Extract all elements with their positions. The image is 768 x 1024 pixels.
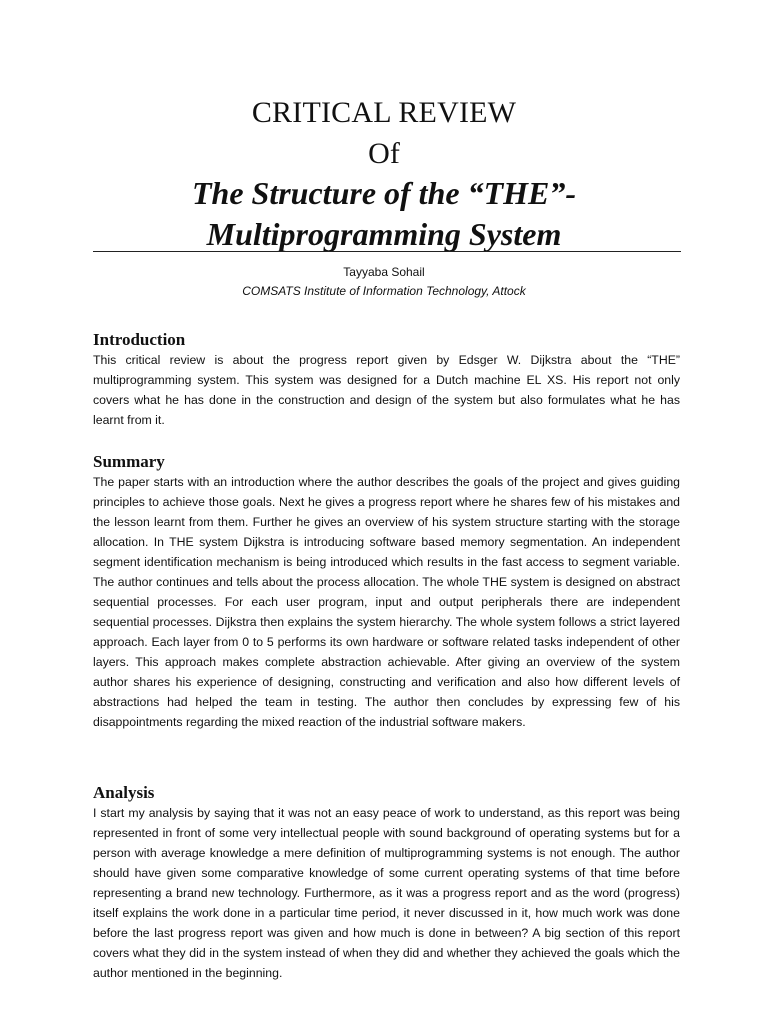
section-heading-analysis: Analysis: [93, 783, 155, 802]
author-name: Tayyaba Sohail: [343, 265, 425, 279]
section-body-summary: The paper starts with an introduction where the author describes the goals of the project and gives guiding principles to achieve those goals. Next he gives a progress report where he shares few of his mistakes and the lesson learnt from them. Further he gives an overview of his system structure starting with the storage allocation. In THE system Dijkstra is introducing software based memory segmentation. An independent segment identification mechanism is being introduced which results in the fast access to segment variable. The author continues and tells about the process allocation. The whole THE system is designed on abstract sequential processes. For each user program, input and output peripherals there are independent sequential processes. Dijkstra then explains the system hierarchy. The whole system follows a strict layered approach. Each layer from 0 to 5 performs its own hardware or software related tasks independent of other layers. This approach makes complete abstraction achievable. After giving an overview of the system author shares his experience of designing, constructing and verification and also how different levels of abstractions had helped the team in testing. The author then concludes by expressing few of his disappointments regarding the mixed reaction of the industrial software makers.: [93, 475, 680, 729]
section-heading-summary: Summary: [93, 452, 165, 471]
document-title-of: Of: [368, 137, 400, 170]
paper-title-line-1: The Structure of the “THE”-: [191, 175, 576, 211]
section-heading-introduction: Introduction: [93, 330, 186, 349]
section-body-analysis: I start my analysis by saying that it was not an easy peace of work to understand, as this report was being represented in front of some very intellectual people with sound background of operating systems but for a person with average knowledge a mere definition of multiprogramming systems is not enough. The author should have given some comparative knowledge of some current operating systems of that time before representing a brand new technology. Furthermore, as it was a progress report and as the word (progress) itself explains the work done in a particular time period, it never discussed in it, how much work was done before the last progress report was given and how much is done in between? A big section of this report covers what they did in the system instead of when they did and whether they achieved the goals which the author mentioned in the beginning.: [93, 806, 680, 980]
title-divider: [93, 251, 681, 252]
section-analysis: [93, 783, 680, 983]
document-title: CRITICAL REVIEW: [251, 96, 517, 129]
paper-title: [0, 173, 768, 255]
section-body-introduction: This critical review is about the progress report given by Edsger W. Dijkstra about the “THE” multiprogramming system. This system was designed for a Dutch machine EL XS. His report not only covers what he has done in the construction and design of the system but also formulates what he has learnt from it.: [93, 353, 680, 427]
section-introduction: [93, 330, 680, 430]
author-affiliation: COMSATS Institute of Information Technology, Attock: [242, 284, 526, 298]
section-summary: [93, 452, 680, 732]
paper-title-line-2: Multiprogramming System: [206, 216, 562, 252]
